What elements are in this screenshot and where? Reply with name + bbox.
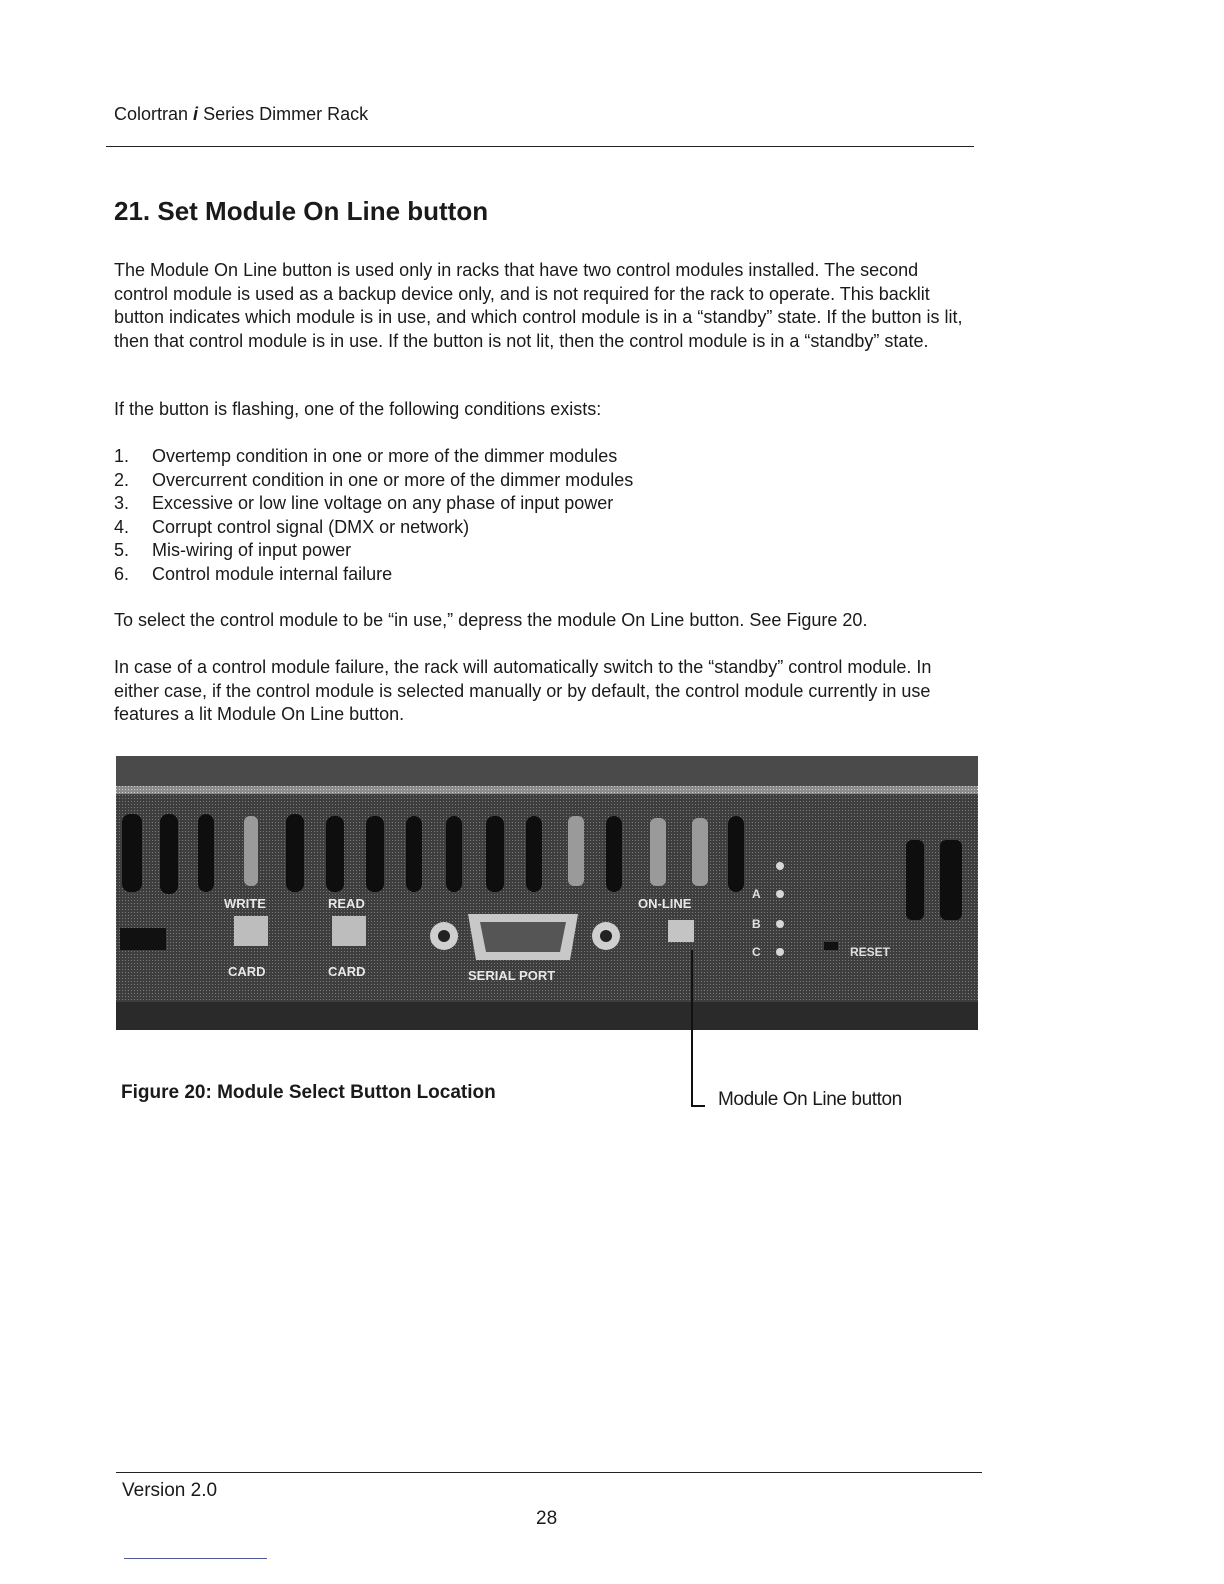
panel-bottom-edge <box>116 1002 978 1030</box>
list-item <box>114 492 964 516</box>
serial-port-label: SERIAL PORT <box>468 968 556 983</box>
read-label: READ <box>328 896 365 911</box>
control-module-photo <box>116 756 978 1030</box>
list-item <box>114 563 964 587</box>
list-item-number: 2. <box>114 469 130 490</box>
conditions-list <box>114 445 964 586</box>
online-label: ON-LINE <box>638 896 692 911</box>
section-title: 21. Set Module On Line button <box>114 196 489 226</box>
indicator-led <box>776 890 784 898</box>
list-item-text: Mis-wiring of input power <box>152 540 352 560</box>
reset-button <box>824 942 838 950</box>
read-card-label: CARD <box>328 964 366 979</box>
list-item-text: Corrupt control signal (DMX or network) <box>152 516 470 537</box>
running-header <box>114 104 368 125</box>
indicator-led <box>776 862 784 870</box>
panel-top-rim <box>116 786 978 794</box>
list-item-number: 6. <box>114 563 130 584</box>
page-number: 28 <box>536 1508 558 1529</box>
footer-divider <box>116 1472 982 1473</box>
indicator-led <box>776 948 784 956</box>
write-card-label: CARD <box>228 964 266 979</box>
list-item-text: Control module internal failure <box>152 563 393 584</box>
header-title-prefix: Colortran <box>114 104 189 124</box>
callout-label: Module On Line button <box>718 1089 902 1110</box>
header-title-suffix: Series Dimmer Rack <box>203 104 369 124</box>
callout-leader-line <box>691 950 693 1106</box>
panel-background <box>116 756 978 1030</box>
list-item-text: Overcurrent condition in one or more of the dimmer modules <box>152 469 634 490</box>
version-label: Version 2.0 <box>122 1480 218 1501</box>
phase-a-label: A <box>752 887 761 901</box>
list-item-number: 5. <box>114 540 130 560</box>
list-item-number: 4. <box>114 516 130 537</box>
list-item-text: Excessive or low line voltage on any phase of input power <box>152 493 614 513</box>
list-item-number: 1. <box>114 446 130 466</box>
flashing-paragraph: If the button is flashing, one of the following conditions exists: <box>114 399 602 419</box>
select-paragraph: To select the control module to be “in use,” depress the module On Line button. See Figure 20. <box>114 610 868 630</box>
callout-leader-tick <box>691 1105 705 1107</box>
figure-caption: Figure 20: Module Select Button Location <box>121 1082 496 1103</box>
list-item <box>114 516 964 540</box>
list-item <box>114 469 964 493</box>
serial-port-socket <box>480 922 566 952</box>
phase-b-label: B <box>752 917 761 931</box>
module-online-button <box>668 920 694 942</box>
intro-paragraph: The Module On Line button is used only in racks that have two control modules installed. The second control module is used as a backup device only, and is not required for the rack to operate. This backlit button indicates which module is in use, and which control module is in a “standby” state. If the button is lit, then that control module is in use. If the button is not lit, then the control module is in a “standby” state. <box>114 260 963 351</box>
list-item-text: Overtemp condition in one or more of the dimmer modules <box>152 446 618 466</box>
header-divider <box>106 146 974 147</box>
footer-link-underline <box>124 1558 267 1559</box>
list-item-number: 3. <box>114 493 130 513</box>
left-connector <box>120 928 166 950</box>
write-label: WRITE <box>224 896 266 911</box>
header-title-italic: i <box>193 104 199 124</box>
phase-c-label: C <box>752 945 761 959</box>
list-item <box>114 539 964 563</box>
list-item <box>114 445 964 469</box>
reset-label: RESET <box>850 945 891 959</box>
failure-paragraph: In case of a control module failure, the rack will automatically switch to the “standby” control module. In either case, if the control module is selected manually or by default, the control module currently in use features a lit Module On Line button. <box>114 657 932 724</box>
write-card-button <box>234 916 268 946</box>
read-card-button <box>332 916 366 946</box>
panel-top-edge <box>116 756 978 786</box>
indicator-led <box>776 920 784 928</box>
